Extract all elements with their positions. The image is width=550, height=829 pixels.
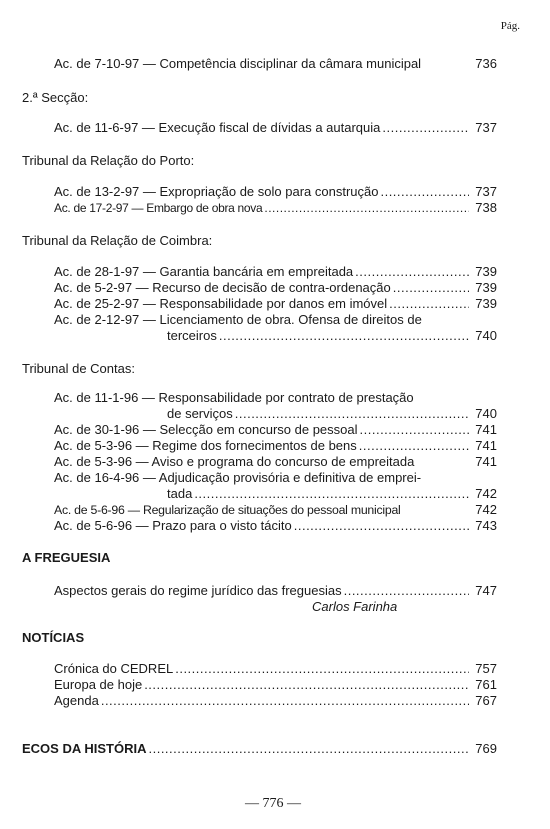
section-heading: ECOS DA HISTÓRIA [22, 741, 147, 756]
toc-entry-title: Ac. de 11-6-97 — Execução fiscal de dívidas a autarquia [54, 120, 381, 135]
toc-entry-title: Ac. de 30-1-96 — Selecção em concurso de pessoal [54, 422, 358, 437]
toc-entry [54, 200, 497, 216]
toc-entry [54, 184, 497, 199]
toc-entry-page: 740 [475, 406, 497, 421]
toc-entry-title: Ac. de 11-1-96 — Responsabilidade por contrato de prestação [54, 390, 414, 405]
leader-dots [359, 438, 469, 453]
section-subheading: Tribunal da Relação do Porto: [22, 153, 195, 168]
leader-dots [144, 677, 469, 692]
toc-entry [54, 438, 497, 453]
page-header-label: Pág. [500, 20, 520, 32]
leader-dots [194, 486, 469, 501]
toc-entry-title: de serviços [167, 406, 233, 421]
toc-entry-title: Europa de hoje [54, 677, 143, 692]
toc-entry-section [22, 741, 497, 756]
toc-entry-page: 739 [475, 296, 497, 311]
toc-entry-page: 743 [475, 518, 497, 533]
toc-entry-page: 739 [475, 280, 497, 295]
toc-entry [54, 296, 497, 311]
toc-entry [54, 677, 497, 692]
section-heading: A FREGUESIA [22, 550, 111, 565]
leader-dots [101, 693, 469, 708]
toc-entry-page: 757 [475, 661, 497, 676]
section-subheading: 2.ª Secção: [22, 90, 89, 105]
toc-entry-page: 747 [475, 583, 497, 598]
toc-entry [54, 422, 497, 437]
toc-entry-title: Aspectos gerais do regime jurídico das freguesias [54, 583, 342, 598]
toc-entry [54, 312, 497, 327]
toc-entry-title: Ac. de 5-3-96 — Regime dos fornecimentos de bens [54, 438, 357, 453]
toc-entry-page: 741 [475, 438, 497, 453]
leader-dots [294, 518, 469, 533]
toc-entry-title: tada [167, 486, 193, 501]
toc-entry-page: 738 [475, 200, 497, 215]
toc-entry-title: Ac. de 17-2-97 — Embargo de obra nova [54, 201, 263, 215]
toc-entry-page: 737 [475, 184, 497, 199]
toc-entry [54, 583, 497, 598]
toc-entry-title: Ac. de 2-12-97 — Licenciamento de obra. Ofensa de direitos de [54, 312, 422, 327]
toc-entry-page: 769 [475, 741, 497, 756]
toc-entry [54, 693, 497, 708]
toc-entry-title: Ac. de 13-2-97 — Expropriação de solo para construção [54, 184, 379, 199]
toc-entry-continuation [167, 406, 497, 421]
leader-dots [344, 583, 469, 598]
toc-entry-title: Ac. de 5-2-97 — Recurso de decisão de contra-ordenação [54, 280, 391, 295]
leader-dots [219, 328, 469, 343]
toc-entry-page: 741 [475, 422, 497, 437]
toc-entry-page: 740 [475, 328, 497, 343]
leader-dots [380, 184, 469, 199]
toc-entry [54, 518, 497, 533]
page-number: — 776 — [245, 796, 301, 811]
toc-entry-page: 736 [475, 56, 497, 71]
toc-entry-page: 767 [475, 693, 497, 708]
leader-dots [355, 264, 469, 279]
section-subheading: Tribunal de Contas: [22, 361, 135, 376]
leader-dots [360, 422, 469, 437]
leader-dots [148, 741, 469, 756]
toc-entry-page: 742 [475, 502, 497, 517]
toc-entry-page: 739 [475, 264, 497, 279]
leader-dots [382, 120, 469, 135]
leader-dots [393, 280, 469, 295]
toc-entry [54, 264, 497, 279]
toc-entry [54, 280, 497, 295]
toc-entry [54, 56, 497, 71]
toc-entry-continuation [167, 486, 497, 501]
toc-entry-title: Ac. de 25-2-97 — Responsabilidade por danos em imóvel [54, 296, 388, 311]
toc-entry-page: 737 [475, 120, 497, 135]
section-heading: NOTÍCIAS [22, 630, 85, 645]
toc-entry-title: Crónica do CEDREL [54, 661, 174, 676]
toc-entry-continuation [167, 328, 497, 343]
toc-entry-title: Ac. de 28-1-97 — Garantia bancária em empreitada [54, 264, 354, 279]
toc-entry-page: 761 [475, 677, 497, 692]
section-subheading: Tribunal da Relação de Coimbra: [22, 233, 213, 248]
toc-entry [54, 661, 497, 676]
toc-entry-title: terceiros [167, 328, 217, 343]
toc-entry [54, 470, 497, 485]
toc-entry-page: 742 [475, 486, 497, 501]
toc-entry-title: Ac. de 16-4-96 — Adjudicação provisória e definitiva de emprei- [54, 470, 422, 485]
toc-entry-title: Ac. de 5-3-96 — Aviso e programa do concurso de empreitada [54, 454, 415, 469]
leader-dots [175, 661, 469, 676]
toc-entry [54, 120, 497, 135]
toc-entry-title: Ac. de 5-6-96 — Regularização de situações do pessoal municipal [54, 503, 401, 517]
toc-entry [54, 454, 497, 469]
toc-entry-title: Ac. de 7-10-97 — Competência disciplinar da câmara municipal [54, 56, 422, 71]
toc-entry [54, 390, 497, 405]
toc-entry-page: 741 [475, 454, 497, 469]
leader-dots [235, 406, 469, 421]
leader-dots [264, 201, 469, 216]
toc-entry [54, 502, 497, 518]
toc-entry-title: Agenda [54, 693, 99, 708]
toc-entry-title: Ac. de 5-6-96 — Prazo para o visto tácito [54, 518, 292, 533]
author-name: Carlos Farinha [312, 599, 398, 614]
leader-dots [389, 296, 469, 311]
